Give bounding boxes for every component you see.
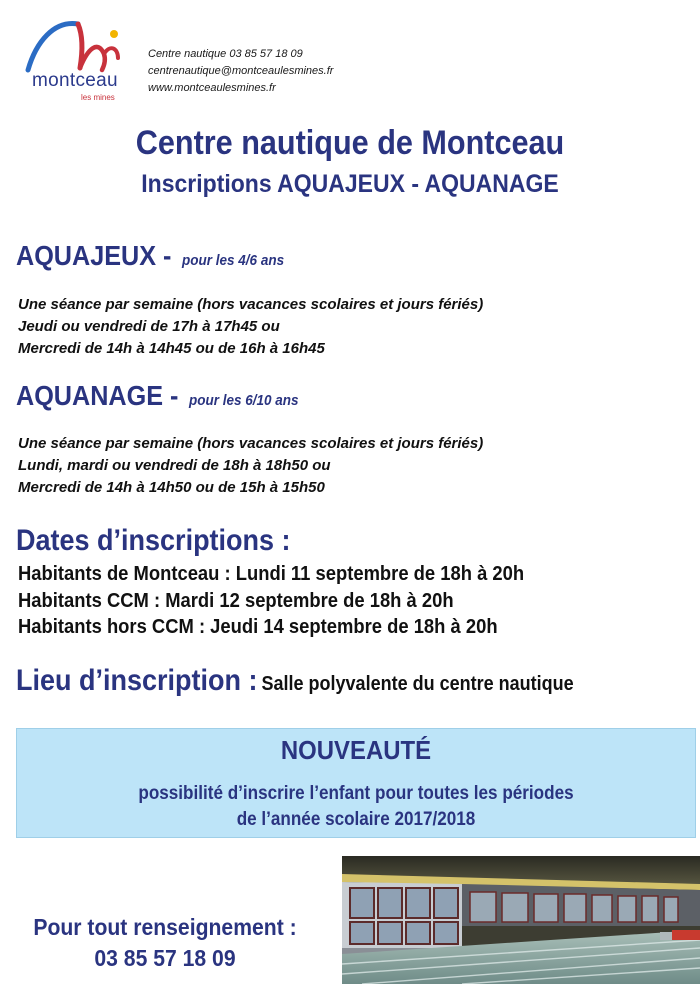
- info-label: Pour tout renseignement :: [33, 914, 297, 940]
- nouveaute-box: [16, 728, 696, 838]
- aquanage-schedule: [18, 433, 483, 499]
- lieu-label: Lieu d’inscription :: [16, 664, 258, 697]
- pool-photo: [342, 856, 700, 984]
- aquajeux-heading: [16, 240, 284, 272]
- schedule-line: Jeudi ou vendredi de 17h à 17h45 ou: [18, 318, 280, 335]
- schedule-line: Mercredi de 14h à 14h45 ou de 16h à 16h45: [18, 340, 325, 357]
- schedule-line: Une séance par semaine (hors vacances scolaires et jours fériés): [18, 296, 484, 313]
- contact-block: [148, 46, 333, 97]
- schedule-line: Mercredi de 14h à 14h50 ou de 15h à 15h50: [18, 479, 325, 496]
- date-line: Habitants hors CCM : Jeudi 14 septembre de 18h à 20h: [18, 616, 498, 638]
- lieu-row: [16, 664, 574, 698]
- aquajeux-age: pour les 4/6 ans: [182, 252, 285, 269]
- aquajeux-title: AQUAJEUX -: [16, 240, 172, 271]
- nouveaute-title: NOUVEAUTÉ: [280, 735, 432, 765]
- date-line: Habitants de Montceau : Lundi 11 septembre de 18h à 20h: [18, 563, 525, 585]
- montceau-logo: [18, 14, 130, 100]
- contact-website[interactable]: www.montceaulesmines.fr: [148, 82, 276, 94]
- aquajeux-schedule: [18, 294, 483, 360]
- schedule-line: Lundi, mardi ou vendredi de 18h à 18h50 ou: [18, 457, 331, 474]
- dates-heading: Dates d’inscriptions :: [16, 524, 291, 557]
- schedule-line: Une séance par semaine (hors vacances scolaires et jours fériés): [18, 435, 484, 452]
- logo-subtitle: les mines: [81, 93, 115, 102]
- info-block: [21, 912, 310, 974]
- aquanage-title: AQUANAGE -: [16, 380, 179, 411]
- info-phone: 03 85 57 18 09: [94, 945, 236, 971]
- contact-phone: Centre nautique 03 85 57 18 09: [148, 48, 303, 60]
- contact-email[interactable]: centrenautique@montceaulesmines.fr: [148, 65, 334, 77]
- logo-swoosh-icon: [18, 14, 130, 74]
- lieu-value: Salle polyvalente du centre nautique: [261, 673, 574, 695]
- aquanage-age: pour les 6/10 ans: [189, 392, 299, 409]
- page-title: Centre nautique de Montceau: [135, 124, 565, 162]
- date-line: Habitants CCM : Mardi 12 septembre de 18h à 20h: [18, 589, 454, 612]
- nouveaute-text: [51, 781, 661, 833]
- nouveaute-line: de l’année scolaire 2017/2018: [236, 809, 476, 830]
- aquanage-heading: [16, 380, 299, 412]
- dates-list: [18, 561, 524, 641]
- nouveaute-line: possibilité d’inscrire l’enfant pour toutes les périodes: [138, 783, 574, 804]
- pool-photo-image: [342, 856, 700, 984]
- logo-wordmark: montceau: [32, 70, 118, 91]
- page-subtitle: Inscriptions AQUAJEUX - AQUANAGE: [141, 170, 559, 198]
